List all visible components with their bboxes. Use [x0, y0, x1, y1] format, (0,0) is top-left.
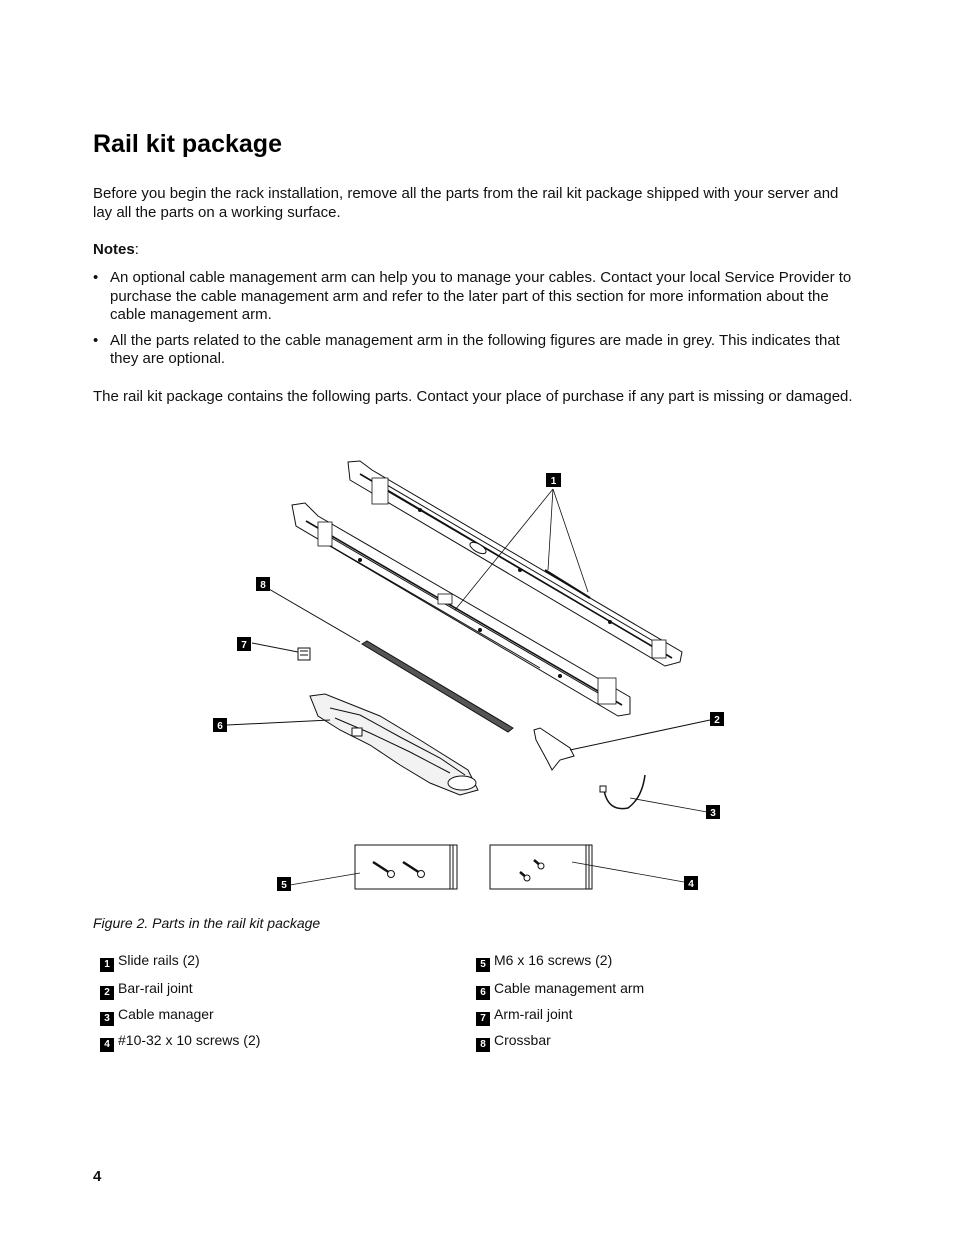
callout-label-4: 4: [688, 879, 694, 890]
legend-badge: 8: [476, 1038, 490, 1052]
callout-label-3: 3: [710, 808, 716, 819]
note-text: An optional cable management arm can help you to manage your cables. Contact your local Service Provider to purchase the cable management arm and refer to the later part of this section for more information about the cable management arm.: [110, 269, 852, 323]
legend-badge: 5: [476, 958, 490, 972]
callout-label-5: 5: [281, 880, 287, 891]
legend-label: Crossbar: [494, 1032, 551, 1048]
legend-badge: 3: [100, 1012, 114, 1026]
figure-caption: Figure 2. Parts in the rail kit package: [93, 915, 321, 931]
legend-label: Cable manager: [118, 1006, 214, 1022]
legend-item: [476, 1032, 551, 1049]
notes-list: [93, 269, 853, 376]
arm-rail-joint: [252, 643, 310, 660]
contents-paragraph: The rail kit package contains the following parts. Contact your place of purchase if any part is missing or damaged.: [93, 388, 853, 405]
notes-label-text: Notes: [93, 241, 135, 258]
legend-label: #10-32 x 10 screws (2): [118, 1032, 261, 1048]
rail-kit-illustration: [0, 440, 954, 910]
callout-badge-3: [706, 805, 720, 819]
callout-label-6: 6: [217, 721, 223, 732]
legend-label: Slide rails (2): [118, 952, 200, 968]
callout-badge-2: [710, 712, 724, 726]
legend-label: M6 x 16 screws (2): [494, 952, 613, 968]
cable-manager: [600, 775, 707, 812]
screw-bag-m6: [290, 845, 457, 889]
legend-badge: 6: [476, 986, 490, 1000]
legend-badge: 7: [476, 1012, 490, 1026]
callout-badge-8: [256, 577, 270, 591]
callout-badge-4: [684, 876, 698, 890]
list-item: [93, 269, 853, 325]
callout-badge-1: [546, 473, 561, 487]
callout-label-7: 7: [241, 640, 247, 651]
callout-badge-5: [277, 877, 291, 891]
bar-rail-joint: [534, 720, 710, 770]
legend-item: [100, 1006, 214, 1023]
list-item: [93, 332, 853, 369]
callout-badge-7: [237, 637, 251, 651]
cable-management-arm: [227, 694, 478, 795]
screw-bag-10-32: [490, 845, 684, 889]
legend-badge: 2: [100, 986, 114, 1000]
legend-item: [100, 1032, 260, 1049]
callout-label-2: 2: [714, 715, 720, 726]
bullet-glyph: •: [93, 331, 99, 349]
legend-label: Bar-rail joint: [118, 980, 193, 996]
callout-label-1: 1: [550, 476, 557, 487]
legend-label: Arm-rail joint: [494, 1006, 573, 1022]
legend-label: Cable management arm: [494, 980, 645, 996]
page-number: 4: [93, 1168, 102, 1185]
legend-item: [100, 952, 200, 969]
legend-item: [100, 980, 193, 997]
legend-badge: 4: [100, 1038, 114, 1052]
notes-label: [93, 241, 853, 260]
page-title: Rail kit package: [93, 130, 282, 158]
intro-paragraph: Before you begin the rack installation, remove all the parts from the rail kit package shipped with your server and lay all the parts on a working surface.: [93, 185, 839, 221]
legend-badge: 1: [100, 958, 114, 972]
legend-item: [476, 980, 644, 997]
notes-label-colon: :: [134, 241, 139, 258]
legend-item: [476, 952, 612, 969]
callout-badge-6: [213, 718, 227, 732]
note-text: All the parts related to the cable management arm in the following figures are made in grey. This indicates that they are optional.: [110, 331, 840, 367]
legend-item: [476, 1006, 573, 1023]
callout-label-8: 8: [260, 580, 266, 591]
bullet-glyph: •: [93, 269, 99, 286]
